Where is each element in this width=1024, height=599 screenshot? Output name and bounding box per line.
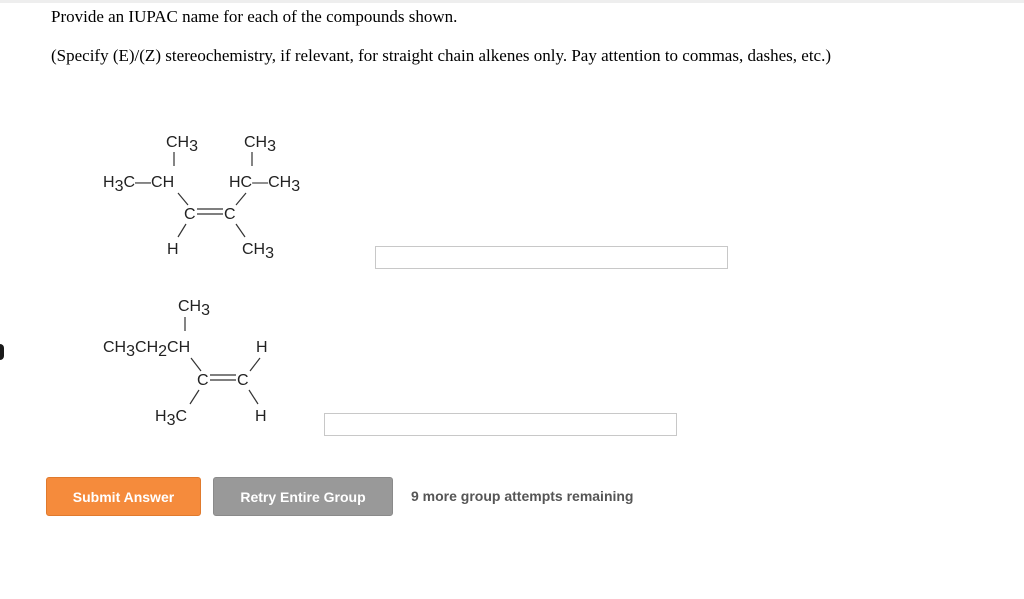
c1-h3c-ch: H3C—CH xyxy=(103,174,175,195)
c2-bond xyxy=(190,390,199,404)
c2-c-right: C xyxy=(237,372,249,389)
question-prompt: Provide an IUPAC name for each of the compounds shown. xyxy=(51,7,458,26)
c2-bond xyxy=(249,390,258,404)
c1-hc-ch3: HC—CH3 xyxy=(229,174,301,195)
c1-ch3-top-right: CH3 xyxy=(244,134,277,155)
compound-2-answer-input[interactable] xyxy=(324,413,677,436)
question-hint: (Specify (E)/(Z) stereochemistry, if relevant, for straight chain alkenes only. Pay attention to commas, dashes, etc.) xyxy=(51,46,832,65)
compound-1-answer-input[interactable] xyxy=(375,246,728,269)
c1-c-left: C xyxy=(184,206,196,223)
c2-h3c: H3C xyxy=(155,408,188,429)
c1-ch3-bottom: CH3 xyxy=(242,241,275,262)
c2-bond xyxy=(191,358,201,371)
c2-h-top-right: H xyxy=(256,339,268,356)
c1-ch3-top-left: CH3 xyxy=(166,134,199,155)
c2-bond xyxy=(250,358,260,371)
c2-c-left: C xyxy=(197,372,209,389)
submit-answer-button[interactable]: Submit Answer xyxy=(46,477,201,516)
c2-h-bottom-right: H xyxy=(255,408,267,425)
attempts-remaining-text: 9 more group attempts remaining xyxy=(411,488,634,504)
retry-group-button[interactable]: Retry Entire Group xyxy=(213,477,393,516)
c2-ch3-top: CH3 xyxy=(178,298,211,319)
c1-h-bottom: H xyxy=(167,241,179,258)
c2-chain: CH3CH2CH xyxy=(103,339,191,360)
c1-c-right: C xyxy=(224,206,236,223)
